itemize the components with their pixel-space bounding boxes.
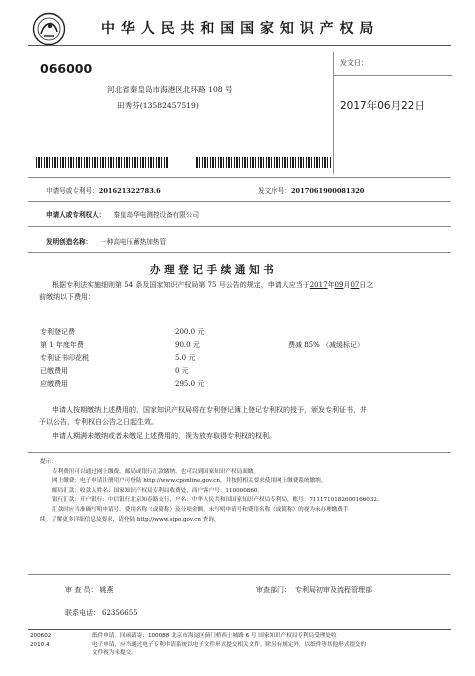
invention-label: 发明创造名称： xyxy=(46,238,93,246)
deadline-month: 09 xyxy=(334,281,344,289)
invention-title: 一种高电压蓄热加热管 xyxy=(100,238,167,246)
fee-name: 应缴费用 xyxy=(40,380,68,388)
fee-name: 已缴费用 xyxy=(40,367,68,375)
fee-amount: 5.0 元 xyxy=(175,354,196,362)
serial-number-row xyxy=(258,185,364,195)
footer-note: 纸件申请，回函请寄：100088 北京市海淀区蓟门桥西土城路 6 号 国家知识产权局专利局受理处收 电子申请，应当通过电子专利申请系统以电子文件形式提交相关文件。除另有规定外，以纸件等其他形式提交的 文件视为未提交。 xyxy=(92,633,367,656)
application-number-row xyxy=(46,185,161,195)
fee-amount: 200.0 元 xyxy=(175,328,205,336)
fee-name: 专利登记费 xyxy=(40,328,75,336)
mailing-address: 河北省秦皇岛市海港区北环路 108 号 xyxy=(107,85,233,94)
office-title: 中 华 人 民 共 和 国 国 家 知 识 产 权 局 xyxy=(101,21,374,37)
payment-tips: 提示： 专利费用可以通过网上缴费、邮局或银行汇款缴纳，也可以到国家知识产权局面缴。 网上缴费：电子申请注册用户可登陆 http://www.cponline.gov.cn，并按照相关要求使用网上缴费系统缴纳。 邮局汇款：收款人姓名：国家知识产权局专利局收费处，商户客户号：110000860。 银行汇款：开户银行：中信银行北京知春路支行，户名：中华人民共和国国家知识产权局专利局，账号：7111710182600166032。 汇款时应当准确写明申请号、费用名称（或简称）及分项金额。未写明申请号和费用名称（或简称）的视为未办理缴费手 续。了解更多详细信息及要求，请登陆 http://www.sipo.gov.cn 查询。 xyxy=(40,458,452,525)
fee-name: 第 1 年度年费 xyxy=(40,341,84,349)
phone-label: 联系电话： xyxy=(65,609,100,617)
national-emblem xyxy=(32,12,66,46)
dispatch-date-box xyxy=(333,52,452,174)
fee-amount: 295.0 元 xyxy=(175,380,205,388)
examiner-row xyxy=(65,585,113,595)
fee-reduction-note: 费减 85% （减缓标记） xyxy=(288,341,365,349)
barcode-right xyxy=(196,157,331,168)
barcode-left xyxy=(36,157,168,168)
dispatch-date: 2017年06月22日 xyxy=(340,100,425,112)
notice-paragraph-2: 申请人按期缴纳上述费用的，国家知识产权局将在专利登记簿上登记专利权的授予，颁发专利证书，并 予以公告，专利权自公告之日起生效。 xyxy=(39,406,367,426)
department-label: 审查部门： xyxy=(256,586,291,594)
examiner-label: 审 查 员： xyxy=(65,586,98,594)
application-number-label: 申请号或专利号： xyxy=(46,187,99,195)
deadline-day: 07 xyxy=(350,281,360,289)
fee-amount: 0 元 xyxy=(175,367,189,375)
tips-label: 提示： xyxy=(40,459,57,465)
notice-title: 办 理 登 记 手 续 通 知 书 xyxy=(150,264,274,276)
header-rule xyxy=(28,45,451,46)
postcode: 066000 xyxy=(40,61,93,76)
deadline-year: 2017 xyxy=(309,281,328,289)
notice-paragraph-3: 申请人期满未缴纳或者未缴足上述费用的，视为放弃取得专利权的权利。 xyxy=(52,432,276,440)
phone-number: 62356655 xyxy=(102,609,138,617)
phone-row xyxy=(65,608,138,618)
application-number: 201621322783.6 xyxy=(98,187,161,195)
recipient-name: 田秀芬(13582457519) xyxy=(117,101,199,110)
fee-amount: 90.0 元 xyxy=(175,341,200,349)
department-row xyxy=(256,585,372,595)
applicant-row xyxy=(46,209,199,219)
serial-number-label: 发文序号： xyxy=(258,187,291,195)
fee-name: 专利证书印花税 xyxy=(40,354,89,362)
dispatch-date-label: 发文日： xyxy=(340,59,368,67)
applicant-name: 秦皇岛华电测控设备有限公司 xyxy=(113,211,200,219)
invention-row xyxy=(46,236,166,246)
applicant-label: 申请人或专利权人： xyxy=(46,211,106,219)
form-number: 200602 2010.4 xyxy=(30,633,52,648)
notice-paragraph-1: 根据专利法实施细则第 54 条及国家知识产权局第 75 号公告的规定，申请人应当于2017年09月07日之 前缴纳以下费用： xyxy=(39,281,374,301)
department-name: 专利局初审及流程管理部 xyxy=(295,586,372,594)
serial-number: 2017061900081320 xyxy=(290,187,365,195)
examiner-name: 姚燕 xyxy=(99,586,114,594)
